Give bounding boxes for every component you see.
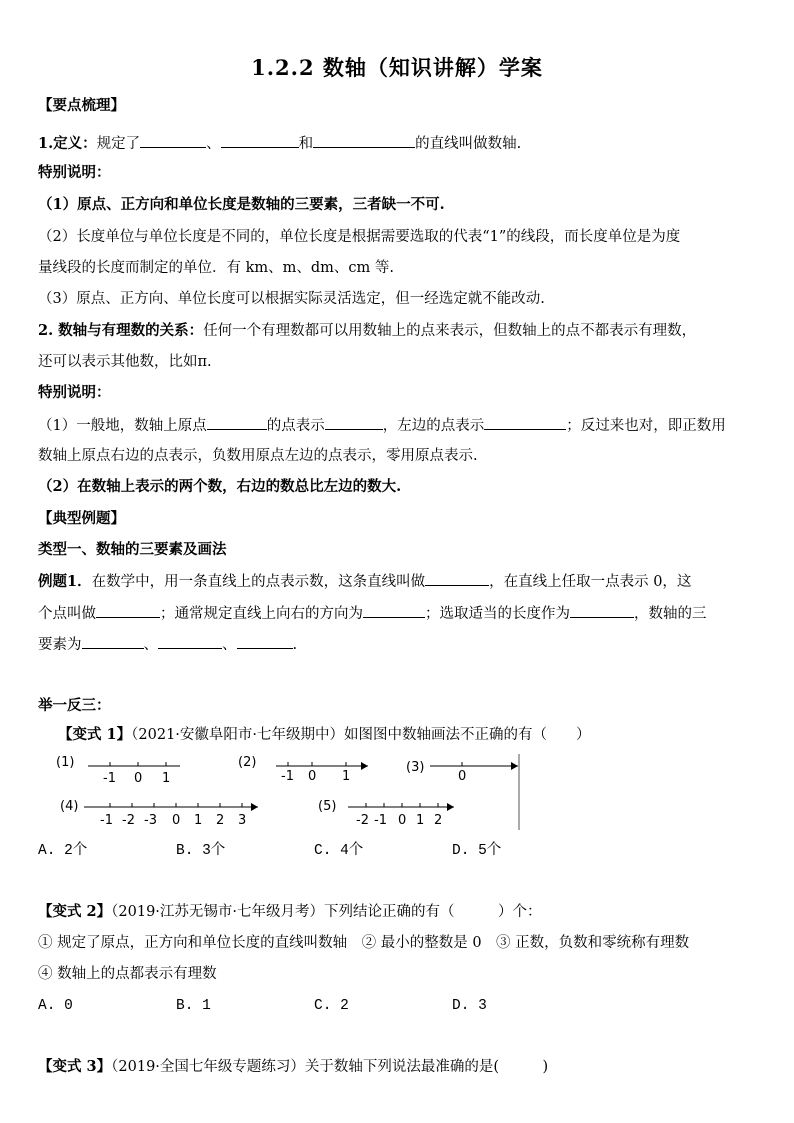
tick-label: -2: [356, 813, 369, 828]
tick-label: 1: [194, 813, 203, 828]
example-text: .: [292, 637, 298, 653]
option-d[interactable]: D. 5个: [452, 843, 502, 859]
tick-label: 1: [162, 771, 171, 786]
variant-2-line: [38, 902, 758, 922]
definition-text-2: 和: [298, 136, 314, 152]
variant-1-line: [58, 725, 778, 745]
example-text: ，在直线上任取一点表示 0，这: [489, 574, 692, 590]
variant-text: （2021·安徽阜阳市·七年级期中）如图图中数轴画法不正确的有（ ）: [131, 727, 591, 743]
variant-label: 【变式 2】: [38, 903, 112, 920]
note-item: 量线段的长度而制定的单位．有 km、m、dm、cm 等.: [38, 260, 395, 276]
answer-blank[interactable]: [425, 571, 489, 586]
relation-line-2: 还可以表示其他数，比如π.: [38, 354, 212, 370]
option-b[interactable]: B. 1: [176, 998, 211, 1014]
definition-sep: 、: [206, 136, 221, 152]
statement-line: ① 规定了原点，正方向和单位长度的直线叫数轴 ② 最小的整数是 0 ③ 正数，负数和零统称有理数: [38, 935, 690, 951]
note-line: [38, 415, 758, 436]
fig-tag: (1): [56, 755, 75, 770]
note-heading: 特别说明：: [38, 164, 111, 181]
tick-label: 1: [342, 769, 351, 784]
example-sep: 、: [143, 637, 158, 653]
example-text: ，数轴的三: [634, 606, 707, 622]
tick-label: 2: [434, 813, 443, 828]
definition-text-3: 的直线叫做数轴.: [415, 136, 522, 152]
note-line: 数轴上原点右边的点表示，负数用原点左边的点表示，零用原点表示.: [38, 448, 478, 464]
definition-line: [38, 133, 758, 154]
fig-tag: (5): [318, 799, 337, 814]
tick-label: -1: [100, 813, 113, 828]
variant-label: 【变式 3】: [38, 1058, 112, 1075]
definition-text-1: 规定了: [96, 136, 141, 152]
answer-blank[interactable]: [484, 415, 566, 430]
note-item: （1）原点、正方向和单位长度是数轴的三要素，三者缺一不可.: [38, 196, 445, 213]
answer-blank[interactable]: [96, 603, 160, 618]
page-title: 1.2.2 数轴（知识讲解）学案: [251, 55, 543, 80]
note-text: ，左边的点表示: [382, 418, 485, 434]
tick-label: 0: [134, 771, 143, 786]
example-line: [38, 634, 758, 655]
variant-text: （2019·江苏无锡市·七年级月考）下列结论正确的有（ ）个：: [111, 904, 542, 920]
relation-label: 2. 数轴与有理数的关系：: [38, 322, 204, 339]
tick-label: -2: [122, 813, 135, 828]
note-item: （3）原点、正方向、单位长度可以根据实际灵活选定，但一经选定就不能改动.: [38, 291, 545, 307]
tick-label: 0: [308, 769, 317, 784]
tick-label: 3: [238, 813, 247, 828]
section-examples: 【典型例题】: [38, 510, 125, 527]
note-text: （1）一般地，数轴上原点: [38, 418, 207, 434]
answer-blank[interactable]: [570, 603, 634, 618]
relation-text: 任何一个有理数都可以用数轴上的点来表示，但数轴上的点不都表示有理数，: [203, 323, 697, 339]
arrow-head: [361, 762, 368, 770]
number-line-figures-svg: [50, 752, 530, 832]
variant-label: 【变式 1】: [58, 726, 132, 743]
statement-line: ④ 数轴上的点都表示有理数: [38, 966, 217, 982]
tick-label: -1: [374, 813, 387, 828]
practice-heading: 举一反三：: [38, 697, 111, 714]
note-line: （2）在数轴上表示的两个数，右边的数总比左边的数大.: [38, 478, 402, 495]
variant-3-line: [38, 1057, 758, 1077]
tick-label: -3: [144, 813, 157, 828]
tick-label: 2: [216, 813, 225, 828]
example-text: 个点叫做: [38, 606, 96, 622]
answer-blank[interactable]: [237, 634, 293, 649]
number-line-figures: [50, 752, 530, 832]
answer-blank[interactable]: [313, 133, 415, 148]
option-a[interactable]: A. 0: [38, 998, 73, 1014]
answer-blank[interactable]: [158, 634, 222, 649]
note-item: （2）长度单位与单位长度是不同的，单位长度是根据需要选取的代表“1”的线段，而长度单位是为度: [38, 229, 681, 245]
answer-blank[interactable]: [82, 634, 144, 649]
fig-tag: (3): [406, 760, 425, 775]
example-line: [38, 571, 758, 592]
tick-label: 1: [416, 813, 425, 828]
tick-label: 0: [398, 813, 407, 828]
answer-blank[interactable]: [221, 133, 299, 148]
note-text: ；反过来也对，即正数用: [566, 418, 726, 434]
variant-text: （2019·全国七年级专题练习）关于数轴下列说法最准确的是( ): [111, 1059, 549, 1075]
tick-label: -1: [103, 771, 116, 786]
section-key-points: 【要点梳理】: [38, 97, 125, 114]
example-text: 要素为: [38, 637, 82, 653]
answer-blank[interactable]: [140, 133, 206, 148]
definition-label: 1.定义：: [38, 135, 97, 152]
option-c[interactable]: C. 4个: [314, 843, 364, 859]
answer-blank[interactable]: [325, 415, 383, 430]
note-text: 的点表示: [266, 418, 325, 434]
type-heading: 类型一、数轴的三要素及画法: [38, 541, 227, 558]
example-label: 例题1．: [38, 573, 92, 590]
option-d[interactable]: D. 3: [452, 998, 487, 1014]
option-b[interactable]: B. 3个: [176, 843, 226, 859]
answer-blank[interactable]: [363, 603, 425, 618]
tick-label: 0: [458, 769, 467, 784]
tick-label: 0: [172, 813, 181, 828]
note-heading: 特别说明：: [38, 384, 111, 401]
example-line: [38, 603, 758, 624]
example-text: 在数学中，用一条直线上的点表示数，这条直线叫做: [91, 574, 426, 590]
option-a[interactable]: A. 2个: [38, 843, 88, 859]
tick-label: -1: [281, 769, 294, 784]
example-text: ；通常规定直线上向右的方向为: [160, 606, 363, 622]
example-sep: 、: [222, 637, 237, 653]
relation-line-1: [38, 321, 758, 341]
answer-blank[interactable]: [207, 415, 267, 430]
arrow-head: [447, 803, 454, 811]
arrow-head: [511, 762, 518, 770]
option-c[interactable]: C. 2: [314, 998, 349, 1014]
arrow-head: [251, 803, 258, 811]
fig-tag: (2): [238, 755, 257, 770]
fig-tag: (4): [60, 799, 79, 814]
example-text: ；选取适当的长度作为: [425, 606, 570, 622]
